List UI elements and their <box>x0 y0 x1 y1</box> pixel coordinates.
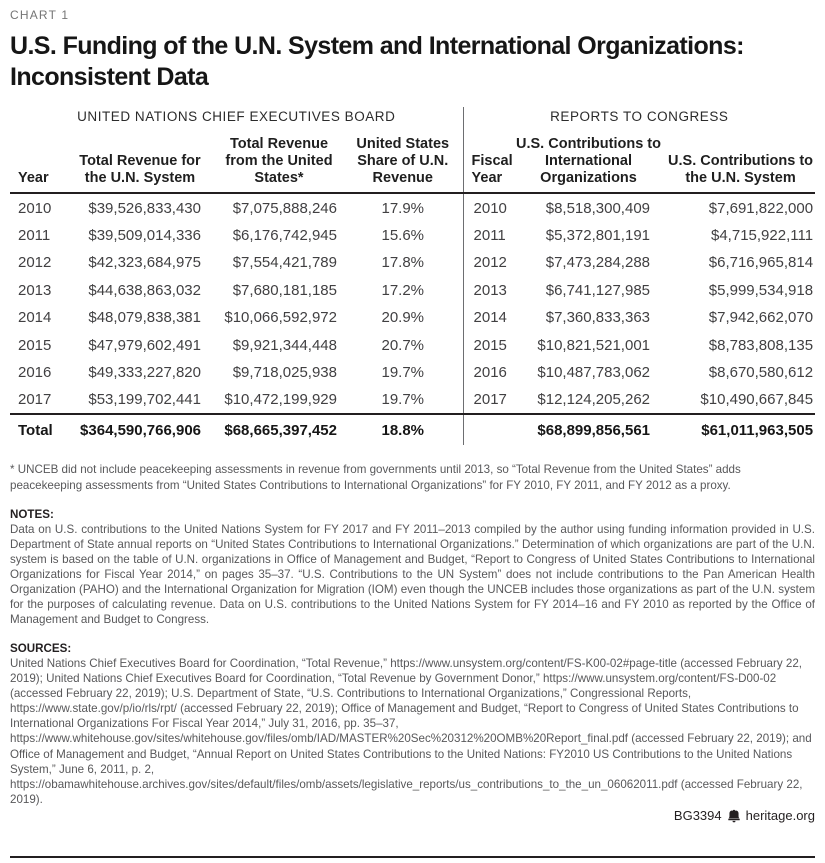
total-cell: Total <box>10 414 65 445</box>
table-cell: 15.6% <box>381 227 425 244</box>
table-cell: $6,176,742,945 <box>232 227 337 244</box>
table-cell: $9,718,025,938 <box>232 363 337 381</box>
table-total-row <box>10 414 815 445</box>
table-cell: 2016 <box>18 363 52 381</box>
table-cell: 17.8% <box>381 254 425 272</box>
table-cell: $8,518,300,409 <box>545 199 651 217</box>
table-cell: 2017 <box>18 391 52 409</box>
table-row <box>10 304 815 331</box>
table-cell: 17.9% <box>381 199 425 217</box>
table-cell: 20.7% <box>381 336 425 354</box>
table-cell: $8,670,580,612 <box>708 363 814 381</box>
table-cell: $4,715,922,111 <box>711 227 814 244</box>
table-cell: 2013 <box>463 277 511 304</box>
table-cell: $48,079,838,381 <box>88 309 201 327</box>
column-header: U.S. Contributions to the U.N. System <box>666 136 815 193</box>
table-cell: $6,741,127,985 <box>545 281 651 299</box>
table-cell: $39,526,833,430 <box>88 199 201 217</box>
table-column-header-row <box>10 136 815 193</box>
total-cell: $68,665,397,452 <box>215 414 343 445</box>
table-cell: 2017 <box>463 386 511 414</box>
table-cell: $7,554,421,789 <box>232 254 337 272</box>
sources-text: United Nations Chief Executives Board for Coordination, “Total Revenue,” https://www.unsystem.org/content/FS-K00-02#page-title (accessed February 22, 2019); United Nations Chief Executives Board for Coordination, “Total Revenue by Government Donor,” https://www.unsystem.org/content/FS-D00-02 (accessed February 22, 2019); U.S. Department of State, “U.S. Contributions to International Organizations,” Congressional Reports, https://www.state.gov/p/io/rls/rpt/ (accessed February 22, 2019); Office of Management and Budget, “Report to Congress of United States Contributions to International Organizations For Fiscal Year 2014,” July 31, 2016, pp. 35–37, https://www.whitehouse.gov/sites/whitehouse.gov/files/omb/IAD/MASTER%20Sec%20312%20OMB%20Report_final.pdf (accessed February 22, 2019); and Office of Management and Budget, “Annual Report on United States Contributions to the United Nations: FY2010 US Contributions to the United Nations System,” June 6, 2011, p. 2, https://obamawhitehouse.archives.gov/sites/default/files/omb/assets/legislative_reports/us_contributions_to_the_un_06062011.pdf (accessed February 22, 2019). <box>10 657 812 806</box>
column-header: Fiscal Year <box>463 136 511 193</box>
report-id: BG3394 <box>673 808 722 823</box>
table-cell: 19.7% <box>381 363 425 381</box>
table-body <box>10 193 815 414</box>
table-cell: $10,487,783,062 <box>537 363 651 381</box>
table-row <box>10 277 815 304</box>
table-cell: $10,066,592,972 <box>224 309 337 327</box>
table-cell: $10,472,199,929 <box>224 391 337 409</box>
chart-title-line-1: U.S. Funding of the U.N. System and International Organizations: <box>10 32 744 60</box>
column-header: United States Share of U.N. Revenue <box>343 136 463 193</box>
table-row <box>10 193 815 221</box>
table-cell: $47,979,602,491 <box>88 336 201 354</box>
table-cell: $5,999,534,918 <box>708 281 814 299</box>
table-group-header-row <box>10 107 815 136</box>
table-row <box>10 359 815 386</box>
table-cell: 2015 <box>463 331 511 358</box>
site-name: heritage.org <box>745 808 815 823</box>
chart-title-line-2: Inconsistent Data <box>10 62 209 91</box>
table-cell: 2011 <box>463 222 511 249</box>
table-cell: 2014 <box>463 304 511 331</box>
liberty-bell-icon <box>727 809 741 823</box>
table-cell: $7,473,284,288 <box>545 254 651 272</box>
chart-title <box>10 31 815 92</box>
table-cell: 2013 <box>18 281 52 299</box>
total-cell: $68,899,856,561 <box>511 414 666 445</box>
total-cell: $61,011,963,505 <box>666 414 815 445</box>
sources-heading: SOURCES: <box>10 642 72 656</box>
table-cell: 2010 <box>463 193 511 221</box>
column-header: Total Revenue for the U.N. System <box>65 136 215 193</box>
total-cell: $364,590,766,906 <box>65 414 215 445</box>
notes-text: Data on U.S. contributions to the United Nations System for FY 2017 and FY 2011–2013 compiled by the author using funding information provided in U.S. Department of State annual reports on “United States Contributions to International Organizations.” Determination of which organizations are part of the U.N. system is based on the table of U.N. organizations in Office of Management and Budget, “Report to Congress of United States Contributions to International Organizations for Fiscal Year 2014,” on pages 35–37. “U.S. Contributions to the UN System” does not include contributions to the Pan American Health Organization (PAHO) and the International Organization for Migration (IOM) even though the UNCEB includes those organizations as part of the U.N. system for the purposes of calculating revenue. Data on U.S. contributions to the United Nations System for FY 2014–16 and FY 2010 as reported by the Office of Management and Budget to Congress. <box>10 522 815 626</box>
funding-data-table <box>10 107 815 445</box>
table-cell: $7,075,888,246 <box>232 199 337 217</box>
group-header-congress: REPORTS TO CONGRESS <box>463 107 815 136</box>
table-row <box>10 249 815 276</box>
table-cell: $42,323,684,975 <box>88 254 201 272</box>
table-cell: 2016 <box>463 359 511 386</box>
table-row <box>10 386 815 414</box>
total-cell: 18.8% <box>343 414 463 445</box>
table-cell: $5,372,801,191 <box>545 227 651 244</box>
table-cell: $7,360,833,363 <box>545 309 651 327</box>
column-header: Year <box>10 136 65 193</box>
table-cell: 17.2% <box>381 281 425 299</box>
table-footnote: * UNCEB did not include peacekeeping assessments in revenue from governments until 2013, so “Total Revenue from the United States” adds peacekeeping assessments from “United States Contributions to International Organizations” for FY 2010, FY 2011, and FY 2012 as a proxy. <box>10 463 741 492</box>
table-cell: $6,716,965,814 <box>708 254 814 272</box>
table-cell: 2010 <box>18 199 52 217</box>
table-row <box>10 331 815 358</box>
notes-section <box>10 507 815 628</box>
table-cell: $39,509,014,336 <box>88 227 201 244</box>
table-cell: $12,124,205,262 <box>537 391 651 409</box>
group-header-unceb: UNITED NATIONS CHIEF EXECUTIVES BOARD <box>77 109 396 124</box>
table-cell: $7,942,662,070 <box>708 309 814 327</box>
notes-heading: NOTES: <box>10 507 54 521</box>
table-cell: $7,680,181,185 <box>232 281 337 299</box>
table-cell: 2011 <box>18 227 51 244</box>
table-cell: $7,691,822,000 <box>708 199 814 217</box>
table-cell: 2015 <box>18 336 52 354</box>
table-cell: $49,333,227,820 <box>88 363 201 381</box>
table-cell: $53,199,702,441 <box>88 391 201 409</box>
table-cell: $10,490,667,845 <box>700 391 814 409</box>
total-cell <box>463 414 511 445</box>
table-cell: $44,638,863,032 <box>88 281 201 299</box>
table-cell: 20.9% <box>381 309 425 327</box>
column-header: U.S. Contributions to International Organizations <box>511 136 666 193</box>
table-cell: $10,821,521,001 <box>537 336 651 354</box>
table-row <box>10 222 815 249</box>
table-cell: $9,921,344,448 <box>232 336 337 354</box>
table-cell: 2012 <box>463 249 511 276</box>
table-cell: 19.7% <box>381 391 425 409</box>
column-header: Total Revenue from the United States* <box>215 136 343 193</box>
figure-footer <box>674 808 815 823</box>
sources-section <box>10 641 815 807</box>
table-cell: $8,783,808,135 <box>708 336 814 354</box>
chart-kicker: CHART 1 <box>10 8 70 22</box>
table-cell: 2012 <box>18 254 52 272</box>
table-cell: 2014 <box>18 309 52 327</box>
bottom-rule <box>10 856 815 858</box>
